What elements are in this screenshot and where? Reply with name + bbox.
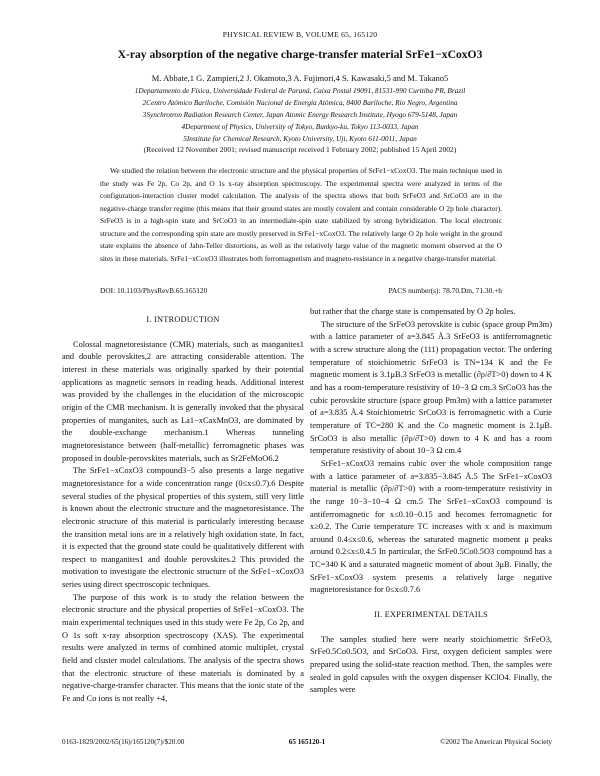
intro-paragraph-5: SrFe1−xCoxO3 remains cubic over the whole composition range with a lattice parameter of a=3.835−3.845 Å.5 The SrFe1−xCoxO3 material is metallic (∂ρ/∂T>0) with a room-temperature resistivity in the range 10−3−10−4 Ω cm.5 The SrFe1−xCoxO3 compound is antiferromagnetic for x≤0.10−0.15 and becomes ferromagnetic for x≥0.2. The Curie temperature TC increases with x and is maximum around 0.4≤x≤0.6, whereas the saturated magnetic moment μ peaks around 0.2≤x≤0.4.5 In particular, the SrFe0.5Co0.5O3 compound has a TC=340 K and a saturated magnetic moment of about 3μB. Finally, the SrFe1−xCoxO3 system presents a relatively large negative magnetoresistance for 0≤x≤0.7.6 [310,458,552,595]
affiliation-4: 4Department of Physics, University of Tokyo, Bunkyo-ku, Tokyo 113-0033, Japan [181,122,419,131]
abstract [100,165,502,265]
left-column [62,310,304,706]
intro-paragraph-4: The structure of the SrFeO3 perovskite is cubic (space group Pm3m) with a lattice parameter of a=3.845 Å.3 SrFeO3 is antiferromagnetic with a screw structure along the (111) propagation vector. The ordering temperature of stoichiometric SrFeO3 is TN=134 K and the Fe magnetic moment is 3.1μB.3 SrFeO3 is metallic (∂ρ/∂T>0) down to 4 K and has a room-temperature resistivity of 10−3 Ω cm.3 SrCoO3 has the cubic perovskite structure (space group Pm3m) with a lattice parameter of a=3.835 Å.4 Stoichiometric SrCoO3 is ferromagnetic with a Curie temperature of TC=280 K and the Co magnetic moment is 2.1μB. SrCoO3 is also metallic (∂ρ/∂T>0) down to 4 K and has a room temperature resistivity of about 10−3 Ω cm.4 [310,319,552,456]
footer-copyright: ©2002 The American Physical Society [440,738,552,746]
affiliation-3: 3Synchrotron Radiation Research Center, Japan Atomic Energy Research Institute, Hyogo 679-5148, Japan [142,110,458,119]
intro-paragraph-1: Colossal magnetoresistance (CMR) materials, such as manganites1 and double perovskites,2 are attracting considerable attention. The interest in these materials was originally sparked by their potential applications as magnetic sensors in reading heads. Additional interest was provided by the challenges in the elucidation of the microscopic origin of the CMR mechanism. It is generally invoked that the physical properties of manganites, such as La1−xCaxMnO3, are dominated by the double-exchange mechanism.1 Whereas tunneling magnetoresistance between (half-metallic) ferromagnetic phases was proposed in double-perovskites materials, such as Sr2FeMoO6.2 [62,339,304,463]
affiliation-5: 5Institute for Chemical Research, Kyoto University, Uji, Kyoto 611-0011, Japan [183,134,417,143]
affiliations [20,85,580,145]
affiliation-1: 1Departamento de Física, Universidade Federal de Paraná, Caixa Postal 19091, 81531-990 Curitiba PR, Brazil [134,86,466,95]
footer-code: 0163-1829/2002/65(16)/165120(7)/$20.00 [62,738,185,746]
received-dates: (Received 12 November 2001; revised manuscript received 1 February 2002; published 15 April 2002) [143,145,457,154]
page-number: 65 165120-1 [288,738,326,746]
section-heading-introduction: I. INTRODUCTION [146,315,220,324]
intro-paragraph-2: The SrFe1−xCoxO3 compound3−5 also presents a large negative magnetoresistance for a wide concentration range (0≤x≤0.7).6 Despite several studies of the physical properties of this system, still very little is known about the electronic structure and the magnetoresistance. The electronic structure of this material is particularly interesting because the transition metal ions are in a relatively high oxidation state. In fact, it is expected that the ground state could be qualitatively different with respect to manganites1 and double perovskites.2 This provided the motivation to investigate the electronic structure of the SrFe1−xCoxO3 series using direct spectroscopic techniques. [62,466,304,590]
affiliation-2: 2Centro Atómico Bariloche, Comisión Nacional de Energía Atómica, 8400 Bariloche, Rio Negro, Argentina [142,98,458,107]
section-heading-experimental: II. EXPERIMENTAL DETAILS [373,610,489,620]
pacs-numbers: PACS number(s): 78.70.Dm, 71.30.+h [388,286,502,295]
intro-paragraph-3: The purpose of this work is to study the relation between the electronic structure and the physical properties of SrFe1−xCoxO3. The main experimental techniques used in this study were Fe 2p, Co 2p, and O 1s soft x-ray absorption spectroscopy (XAS). The experimental results were analyzed in terms of combined atomic multiplet, crystal field and cluster model calculations. The analysis of the spectra shows that the electronic structure of these materials is dominated by a negative-charge-transfer character. This means that the ionic state of the Fe and Co ions is not really +4, [62,592,304,704]
doi-link[interactable]: DOI: 10.1103/PhysRevB.65.165120 [100,286,208,295]
doi-line [100,286,502,295]
abstract-text: We studied the relation between the electronic structure and the physical properties of SrFe1−xCoxO3. The main technique used in the study was Fe 2p, Co 2p, and O 1s x-ray absorption spectroscopy. The experimental spectra were analyzed in terms of the configuration-interaction cluster model calculation. The analysis of the spectra shows that both SrFeO3 and SrCoO3 are in the negative-charge transfer regime (this means that their ground states are mostly covalent and contain considerable O 2p hole character). SrFeO3 is in a high-spin state and SrCoO3 in an intermediate-spin state stabilized by strong hybridization. The local electronic structure and the corresponding spin state are mostly preserved in SrFe1−xCoxO3. The relatively large O 2p hole weight in the ground state explains the absence of Jahn-Teller distortions, as well as the relatively large value of the magnetic moment observed at the O sites in these materials. SrFe1−xCoxO3 illustrates both ferromagnetism and magneto-resistance in a negative charge-transfer material. [100,166,502,263]
paper-title: X-ray absorption of the negative charge-transfer material SrFe1−xCoxO3 [117,48,483,61]
right-column [310,306,552,697]
intro-paragraph-continued: but rather that the charge state is compensated by O 2p holes. [310,307,516,316]
author-list: M. Abbate,1 G. Zampieri,2 J. Okamoto,3 A. Fujimori,4 S. Kawasaki,5 and M. Takano5 [151,73,449,83]
running-head: PHYSICAL REVIEW B, VOLUME 65, 165120 [222,30,378,39]
experimental-paragraph-1: The samples studied here were nearly stoichiometric SrFeO3, SrFe0.5Co0.5O3, and SrCoO3. First, oxygen deficient samples were prepared using the solid-state reaction method. Then, the samples were sealed in gold capsules with the oxygen dispenser KClO4. Finally, the samples were [310,634,552,695]
